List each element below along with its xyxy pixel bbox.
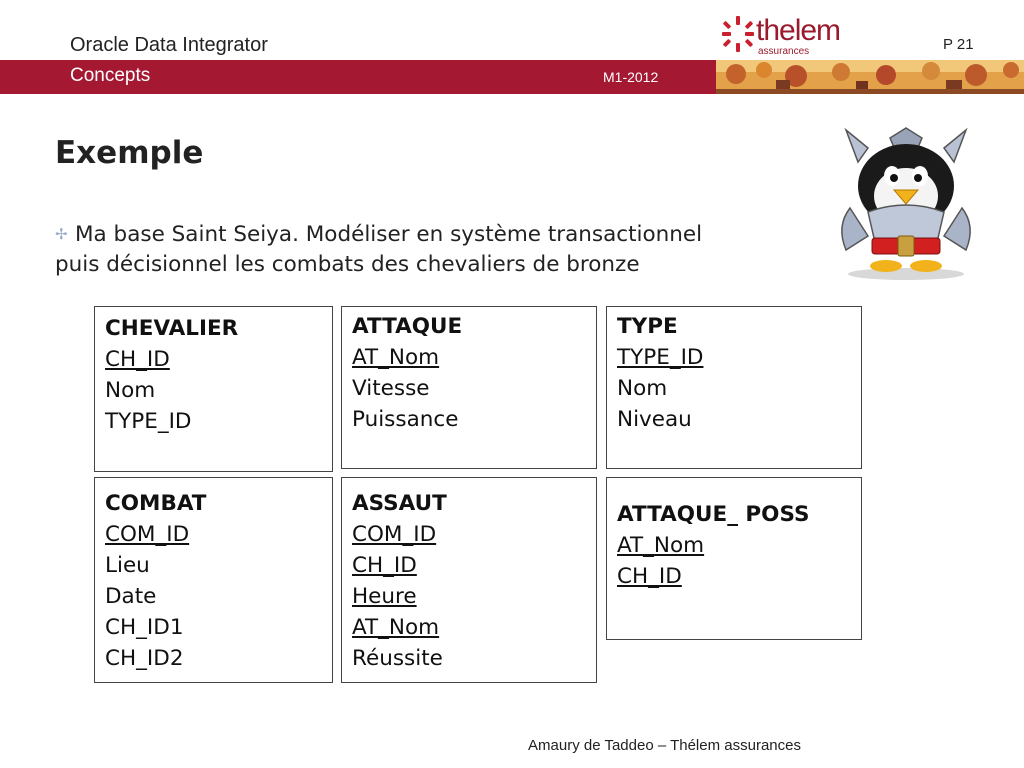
- table-field: COM_ID: [105, 522, 190, 547]
- pinwheel-bullet-icon: ✢: [55, 225, 68, 243]
- table-field: TYPE_ID: [105, 409, 192, 434]
- table-field: Nom: [105, 378, 156, 403]
- table-title: CHEVALIER: [105, 316, 239, 341]
- table-field: CH_ID1: [105, 615, 184, 640]
- logo-subtitle: assurances: [758, 46, 810, 57]
- table-field: Réussite: [352, 646, 443, 671]
- thelem-logo: [720, 14, 840, 58]
- section-title: Concepts: [70, 65, 151, 86]
- slide-title: Exemple: [55, 135, 204, 171]
- header-banner-image: [716, 60, 1024, 94]
- table-field: Nom: [617, 376, 668, 401]
- table-field: COM_ID: [352, 522, 437, 547]
- table-field: Heure: [352, 584, 417, 609]
- bullet-line-1: Ma base Saint Seiya. Modéliser en système transactionnel: [75, 222, 703, 247]
- table-field: CH_ID2: [105, 646, 184, 671]
- table-title: TYPE: [617, 314, 678, 339]
- table-field: CH_ID: [105, 347, 170, 372]
- table-field: Lieu: [105, 553, 150, 578]
- table-title: ATTAQUE: [352, 314, 463, 339]
- table-field: Date: [105, 584, 157, 609]
- table-combat: [94, 477, 333, 683]
- table-field: Puissance: [352, 407, 459, 432]
- header-date: M1-2012: [603, 69, 659, 85]
- table-field: Niveau: [617, 407, 692, 432]
- table-type: [606, 306, 862, 469]
- penguin-knight-icon: [828, 126, 984, 282]
- table-field: Vitesse: [352, 376, 430, 401]
- page-number: P 21: [943, 36, 974, 53]
- table-attaque: [341, 306, 597, 469]
- table-field: AT_Nom: [352, 615, 440, 640]
- bullet-paragraph: [55, 219, 845, 280]
- table-title: ATTAQUE_ POSS: [617, 502, 810, 527]
- table-assaut: [341, 477, 597, 683]
- footer-author: Amaury de Taddeo – Thélem assurances: [528, 737, 801, 754]
- table-field: CH_ID: [617, 564, 682, 589]
- table-title: ASSAUT: [352, 491, 447, 516]
- table-field: TYPE_ID: [617, 345, 704, 370]
- table-title: COMBAT: [105, 491, 207, 516]
- table-field: AT_Nom: [352, 345, 440, 370]
- table-field: CH_ID: [352, 553, 417, 578]
- table-attaque-poss: [606, 477, 862, 640]
- app-title: Oracle Data Integrator: [70, 34, 268, 56]
- table-chevalier: [94, 306, 333, 472]
- logo-wordmark: thelem: [756, 14, 841, 47]
- sun-logo-icon: [720, 14, 756, 54]
- table-field: AT_Nom: [617, 533, 705, 558]
- footer: [0, 737, 1024, 754]
- bullet-line-2: puis décisionnel les combats des chevaliers de bronze: [55, 252, 640, 277]
